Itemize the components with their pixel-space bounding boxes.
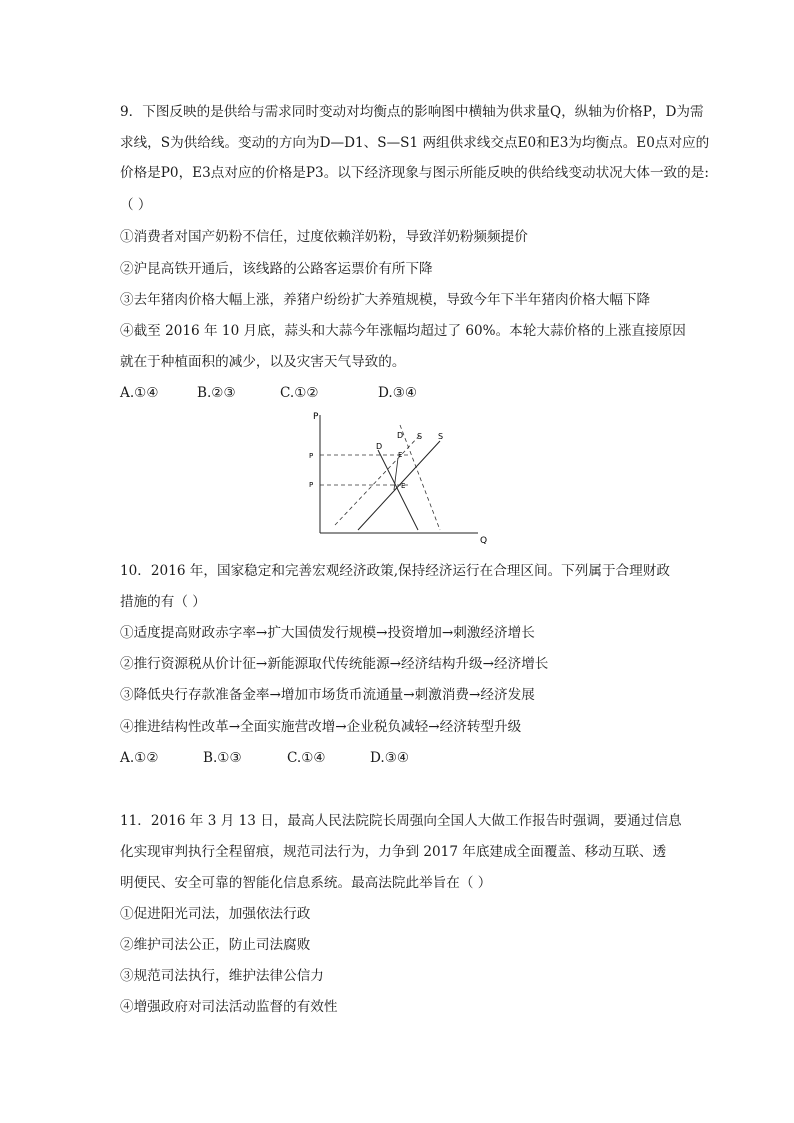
d-label: D <box>376 442 383 451</box>
q-axis-label: Q <box>480 536 488 545</box>
q9-stem-line-2: 求线，S为供给线。变动的方向为D—D1、S—S1 两组供求线交点E0和E3为均衡点。E0点对应的 <box>120 135 710 151</box>
q9-stem-line-1: 9．下图反映的是供给与需求同时变动对均衡点的影响图中横轴为供求量Q，纵轴为价格P，D为需 <box>120 104 704 120</box>
q10-stem-line-1: 10．2016 年，国家稳定和完善宏观经济政策,保持经济运行在合理区间。下列属于合理财政 <box>120 563 670 579</box>
s1-label: S <box>417 432 423 441</box>
q10-item-2: ②推行资源税从价计征→新能源取代传统能源→经济结构升级→经济增长 <box>120 656 549 672</box>
q11-stem-line-2: 化实现审判执行全程留痕，规范司法行为，力争到 2017 年底建成全面覆盖、移动互联、透 <box>120 844 667 860</box>
q11-stem-line-1: 11．2016 年 3 月 13 日，最高人民法院院长周强向全国人大做工作报告时强调，要通过信息 <box>120 813 682 829</box>
q9-stem-line-3: 价格是P0，E3点对应的价格是P3。以下经济现象与图示所能反映的供给线变动状况大体一致的是: <box>120 165 709 181</box>
q9-item-1: ①消费者对国产奶粉不信任，过度依赖洋奶粉，导致洋奶粉频频提价 <box>120 229 528 245</box>
q10-item-3: ③降低央行存款准备金率→增加市场货币流通量→刺激消费→经济发展 <box>120 687 535 703</box>
p-axis-label: P <box>313 412 319 422</box>
q10-option-d: D.③④ <box>370 750 410 766</box>
q11-item-1: ①促进阳光司法，加强依法行政 <box>120 906 311 922</box>
q11-item-3: ③规范司法执行，维护法律公信力 <box>120 968 324 984</box>
d1-label: D <box>397 431 404 440</box>
p0-label: P <box>309 481 314 489</box>
e0-label: E <box>401 482 406 490</box>
q11-stem-line-3: 明便民、安全可靠的智能化信息系统。最高法院此举旨在（ ） <box>120 875 492 891</box>
q10-option-c: C.①④ <box>287 750 326 766</box>
q9-answer-blank: （ ） <box>120 197 152 213</box>
e3-label: E <box>398 451 403 459</box>
q11-item-2: ②维护司法公正，防止司法腐败 <box>120 937 311 953</box>
q10-option-b: B.①③ <box>203 750 242 766</box>
q9-option-d: D.③④ <box>378 385 418 401</box>
q9-item-4-continued: 就在于种植面积的减少，以及灾害天气导致的。 <box>120 354 406 370</box>
q10-item-1: ①适度提高财政赤字率→扩大国债发行规模→投资增加→刺激经济增长 <box>120 625 535 641</box>
q10-item-4: ④推进结构性改革→全面实施营改增→企业税负减轻→经济转型升级 <box>120 719 522 735</box>
p3-label: P <box>309 452 314 460</box>
q9-option-c: C.①② <box>280 385 319 401</box>
q9-item-4: ④截至 2016 年 10 月底，蒜头和大蒜今年涨幅均超过了 60%。本轮大蒜价格的上涨直接原因 <box>120 323 686 339</box>
q9-option-b: B.②③ <box>197 385 236 401</box>
s-label: S <box>438 432 444 441</box>
q11-item-4: ④增强政府对司法活动监督的有效性 <box>120 999 338 1015</box>
demand-curve-d <box>378 450 418 530</box>
q10-stem-line-2: 措施的有（ ） <box>120 594 206 610</box>
q10-option-a: A.①② <box>120 750 159 766</box>
q9-option-a: A.①④ <box>120 385 159 401</box>
supply-demand-graph <box>300 405 500 545</box>
q9-item-2: ②沪昆高铁开通后，该线路的公路客运票价有所下降 <box>120 261 433 277</box>
q9-item-3: ③去年猪肉价格大幅上涨，养猪户纷纷扩大养殖规模，导致今年下半年猪肉价格大幅下降 <box>120 292 651 308</box>
